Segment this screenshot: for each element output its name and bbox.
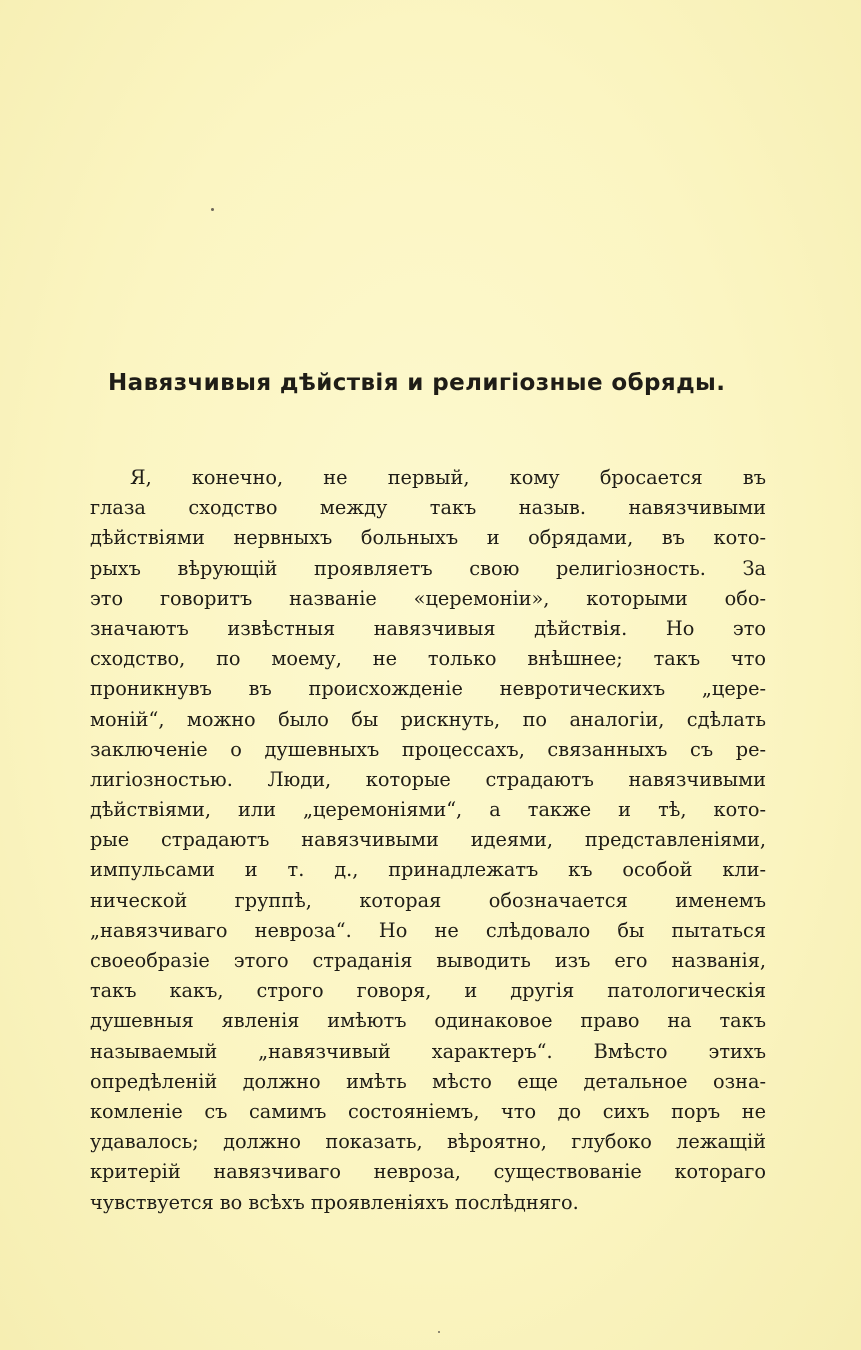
- text-line: нической группѣ, которая обозначается именемъ: [90, 888, 766, 912]
- text-line: Я, конечно, не первый, кому бросается въ: [130, 466, 766, 489]
- body-paragraph: [90, 463, 766, 1218]
- text-line: душевныя явленія имѣютъ одинаковое право на такъ: [90, 1009, 766, 1033]
- text-line: заключеніе о душевныхъ процессахъ, связанныхъ съ ре-: [90, 737, 766, 761]
- text-line: своеобразіе этого страданія выводить изъ его названія,: [90, 949, 766, 972]
- text-line: лигіозностью. Люди, которые страдаютъ навязчивыми: [90, 767, 766, 791]
- chapter-title: Навязчивыя дѣйствія и религіозные обряды.: [108, 370, 726, 396]
- text-line: рые страдаютъ навязчивыми идеями, представленіями,: [90, 828, 766, 852]
- text-line: такъ какъ, строго говоря, и другія патологическія: [90, 979, 766, 1003]
- text-line: значаютъ извѣстныя навязчивыя дѣйствія. Но это: [90, 616, 766, 640]
- text-line: глаза сходство между такъ назыв. навязчивыми: [90, 496, 766, 520]
- ink-speck: [438, 1331, 440, 1333]
- text-line: сходство, по моему, не только внѣшнее; такъ что: [90, 647, 766, 671]
- text-line: моній“, можно было бы рискнуть, по аналогіи, сдѣлать: [90, 707, 766, 731]
- text-line: критерій навязчиваго невроза, существованіе котораго: [90, 1160, 766, 1184]
- text-line: называемый „навязчивый характеръ“. Вмѣсто этихъ: [90, 1039, 766, 1063]
- ink-speck: [211, 208, 214, 211]
- text-line: удавалось; должно показать, вѣроятно, глубоко лежащій: [90, 1130, 766, 1154]
- text-line: дѣйствіями, или „церемоніями“, а также и тѣ, кото-: [90, 798, 766, 822]
- text-line: это говоритъ названіе «церемоніи», которыми обо-: [90, 586, 766, 610]
- text-line: чувствуется во всѣхъ проявленіяхъ послѣдняго.: [90, 1190, 579, 1214]
- text-line: дѣйствіями нервныхъ больныхъ и обрядами, въ кото-: [90, 526, 766, 550]
- text-line: проникнувъ въ происхожденіе невротическихъ „цере-: [90, 677, 766, 701]
- text-line: опредѣленій должно имѣть мѣсто еще детальное озна-: [90, 1069, 766, 1093]
- text-line: импульсами и т. д., принадлежатъ къ особой кли-: [90, 858, 766, 882]
- text-line: рыхъ вѣрующій проявляетъ свою религіозность. За: [90, 556, 766, 580]
- text-line: комленіе съ самимъ состояніемъ, что до сихъ поръ не: [90, 1099, 766, 1123]
- text-line: „навязчиваго невроза“. Но не слѣдовало бы пытаться: [90, 918, 766, 942]
